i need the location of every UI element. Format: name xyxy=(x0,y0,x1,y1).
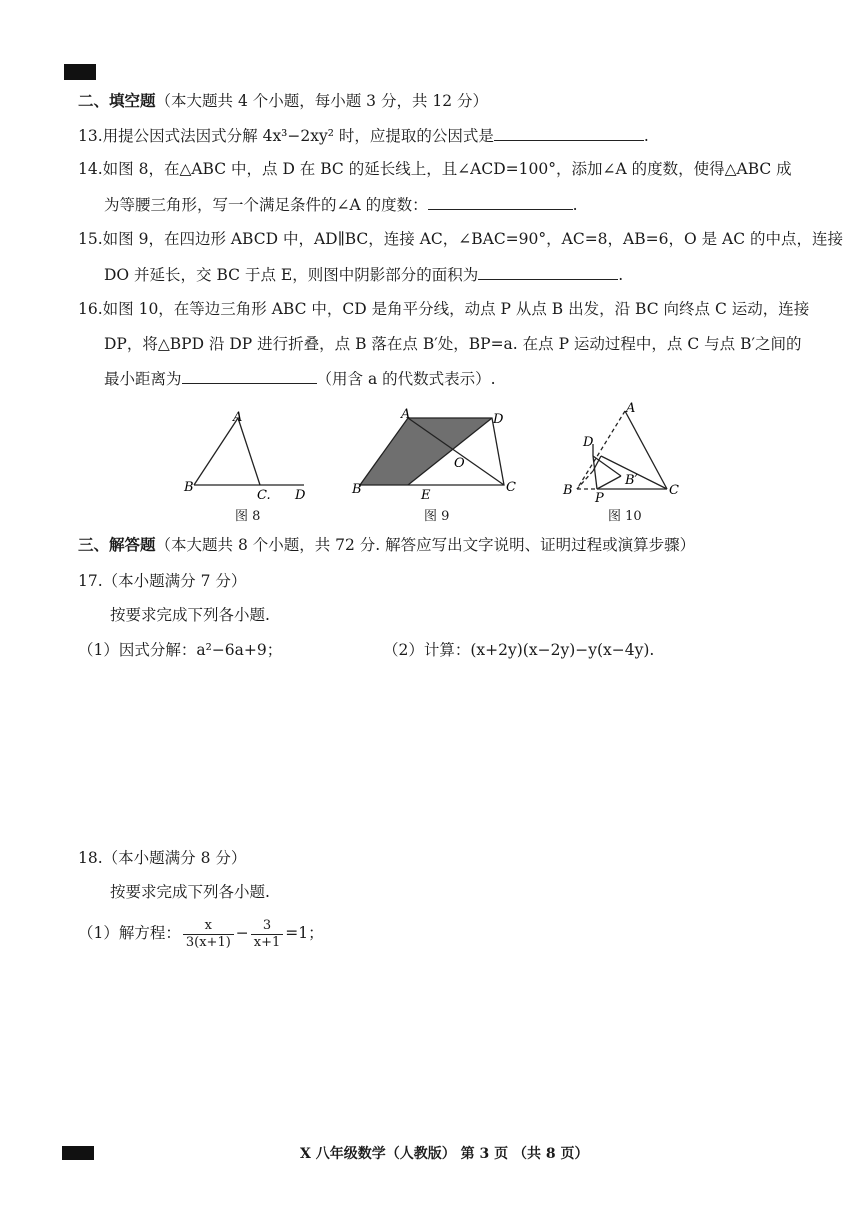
q18-header: 18.（本小题满分 8 分） xyxy=(78,849,247,867)
fig9-label-b: B xyxy=(352,482,362,497)
q14-line1: 14.如图 8，在△ABC 中，点 D 在 BC 的延长线上，且∠ACD=100°，添加∠A 的度数，使得△ABC 成 xyxy=(78,160,792,178)
question-14-line2 xyxy=(104,193,578,216)
q18-frac2-numerator: 3 xyxy=(251,918,284,935)
q18-instruction: 按要求完成下列各小题. xyxy=(110,883,270,901)
fig8-label-b: B xyxy=(184,480,194,495)
q18-part1-suffix: =1； xyxy=(285,924,324,942)
q18-fraction-1 xyxy=(183,918,234,951)
section3-note: （本大题共 8 个小题，共 72 分. 解答应写出文字说明、证明过程或演算步骤） xyxy=(155,536,696,554)
figure-10 xyxy=(555,398,705,508)
page-footer: X 八年级数学（人教版） 第 3 页 （共 8 页） xyxy=(300,1146,589,1162)
q18-frac1-denominator: 3(x+1) xyxy=(185,934,231,950)
q13-end: . xyxy=(643,127,649,145)
fig9-label-o: O xyxy=(454,456,465,471)
q17-part2: （2）计算：(x+2y)(x−2y)−y(x−4y). xyxy=(383,641,655,659)
fig10-label-b-prime: B′ xyxy=(625,473,638,488)
figure-10-caption: 图 10 xyxy=(608,509,642,524)
fig9-label-e: E xyxy=(421,488,431,503)
q17-instruction: 按要求完成下列各小题. xyxy=(110,606,270,624)
fig8-label-c: C. xyxy=(257,488,271,503)
q18-part1 xyxy=(78,916,324,951)
question-14-line1 xyxy=(78,158,792,180)
section3-title: 三、解答题 xyxy=(78,535,156,554)
q18-frac1-numerator: x xyxy=(183,918,234,935)
q14-end: . xyxy=(572,196,578,214)
q18-fraction-2 xyxy=(251,918,284,951)
q16-answer-blank[interactable] xyxy=(182,367,317,384)
fig10-label-c: C xyxy=(669,483,679,498)
q18-minus: − xyxy=(235,924,249,942)
q15-answer-blank[interactable] xyxy=(478,263,618,280)
question-16-line1 xyxy=(78,298,809,320)
q15-end: . xyxy=(618,266,624,284)
q14-line2: 为等腰三角形，写一个满足条件的∠A 的度数： xyxy=(104,196,428,214)
q17-part1: （1）因式分解：a²−6a+9； xyxy=(78,641,283,659)
fig10-label-a: A xyxy=(626,401,636,416)
figure-9 xyxy=(348,405,528,505)
q16-line1: 16.如图 10，在等边三角形 ABC 中，CD 是角平分线，动点 P 从点 B 出发，沿 BC 向终点 C 运动，连接 xyxy=(78,300,810,318)
question-15-line1 xyxy=(78,228,843,250)
question-15-line2 xyxy=(104,263,623,286)
fig9-label-a: A xyxy=(401,407,411,422)
fig9-label-c: C xyxy=(506,480,516,495)
question-16-line2 xyxy=(104,333,801,355)
q17-header: 17.（本小题满分 7 分） xyxy=(78,572,247,590)
fig8-label-a: A xyxy=(233,410,243,425)
section2-note: （本大题共 4 个小题，每小题 3 分，共 12 分） xyxy=(155,92,489,110)
figure-8 xyxy=(180,405,320,505)
fig9-label-d: D xyxy=(493,412,504,427)
section3-heading xyxy=(78,534,695,556)
q14-answer-blank[interactable] xyxy=(428,193,573,210)
question-13 xyxy=(78,124,649,147)
section2-heading xyxy=(78,90,488,112)
section2-title: 二、填空题 xyxy=(78,91,156,110)
question-16-line3 xyxy=(104,367,496,390)
q16-line3b: （用含 a 的代数式表示）. xyxy=(316,370,496,388)
q18-frac2-denominator: x+1 xyxy=(253,934,281,950)
fig10-label-d: D xyxy=(583,435,594,450)
q16-line3a: 最小距离为 xyxy=(104,370,182,388)
bottom-left-registration-mark xyxy=(62,1146,94,1160)
top-left-registration-mark xyxy=(64,64,96,80)
fig10-label-p: P xyxy=(595,491,604,506)
q13-text: 13.用提公因式法因式分解 4x³−2xy² 时，应提取的公因式是 xyxy=(78,127,494,145)
fig8-label-d: D xyxy=(295,488,306,503)
fig10-label-b: B xyxy=(563,483,573,498)
q15-line1: 15.如图 9，在四边形 ABCD 中，AD∥BC，连接 AC，∠BAC=90°，AC=8，AB=6，O 是 AC 的中点，连接 xyxy=(78,230,844,248)
q15-line2: DO 并延长，交 BC 于点 E，则图中阴影部分的面积为 xyxy=(104,266,479,284)
q16-line2: DP，将△BPD 沿 DP 进行折叠，点 B 落在点 B′处，BP=a. 在点 P 运动过程中，点 C 与点 B′之间的 xyxy=(104,335,802,353)
q13-answer-blank[interactable] xyxy=(494,124,644,141)
figure-8-caption: 图 8 xyxy=(235,509,261,524)
figure-9-caption: 图 9 xyxy=(424,509,450,524)
q18-part1-prefix: （1）解方程： xyxy=(78,924,181,942)
